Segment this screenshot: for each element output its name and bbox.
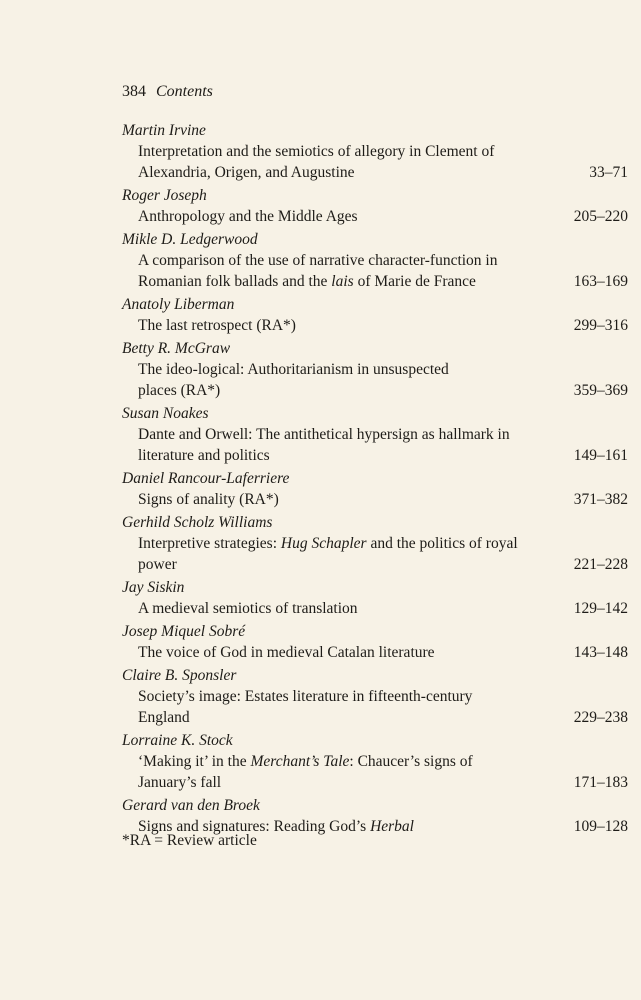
footnote: *RA = Review article xyxy=(122,832,257,849)
author-name: Anatoly Liberman xyxy=(122,296,235,313)
title-line: places (RA*) xyxy=(138,382,221,399)
contents-entry xyxy=(122,186,628,227)
contents-entry xyxy=(122,469,628,510)
title-line xyxy=(138,271,556,292)
title-line: Signs of anality (RA*) xyxy=(138,491,279,508)
title-line: The voice of God in medieval Catalan literature xyxy=(138,644,435,661)
work-title-italic: Merchant’s Tale xyxy=(250,753,350,770)
running-head xyxy=(122,82,213,102)
page-range: 229–238 xyxy=(573,709,628,726)
author-name: Betty R. McGraw xyxy=(122,340,231,357)
title-line: literature and politics xyxy=(138,447,270,464)
page-number: 384 xyxy=(122,83,146,100)
running-title: Contents xyxy=(156,83,213,100)
article-title xyxy=(122,315,628,336)
work-title-italic: lais xyxy=(331,273,354,290)
article-title xyxy=(122,424,628,466)
page-range: 171–183 xyxy=(573,774,628,791)
author-name: Claire B. Sponsler xyxy=(122,667,237,684)
article-title xyxy=(122,751,628,793)
contents-entry xyxy=(122,578,628,619)
article-title xyxy=(122,206,628,227)
title-line: England xyxy=(138,709,190,726)
title-line xyxy=(138,533,556,554)
contents-list xyxy=(122,121,628,837)
contents-entry xyxy=(122,666,628,728)
contents-entry xyxy=(122,121,628,183)
author-name: Josep Miquel Sobré xyxy=(122,623,246,640)
title-line: The ideo-logical: Authoritarianism in unsuspected xyxy=(138,361,449,378)
contents-entry xyxy=(122,622,628,663)
page-range: 129–142 xyxy=(573,600,628,617)
work-title-italic: Hug Schapler xyxy=(280,535,367,552)
title-line: power xyxy=(138,556,177,573)
author-name: Mikle D. Ledgerwood xyxy=(122,231,258,248)
article-title xyxy=(122,642,628,663)
page-range: 359–369 xyxy=(573,382,628,399)
title-line: A comparison of the use of narrative character-function in xyxy=(138,252,498,269)
work-title-italic: Herbal xyxy=(370,818,414,835)
page-range: 163–169 xyxy=(573,273,628,290)
page-range: 221–228 xyxy=(573,556,628,573)
title-line: Alexandria, Origen, and Augustine xyxy=(138,164,355,181)
page-range: 299–316 xyxy=(573,317,628,334)
title-line-text: Interpretive strategies: Hug Schapler and the politics of royal xyxy=(138,535,518,552)
title-line: Anthropology and the Middle Ages xyxy=(138,208,358,225)
author-name: Gerhild Scholz Williams xyxy=(122,514,273,531)
page-range: 143–148 xyxy=(573,644,628,661)
title-line-text: Romanian folk ballads and the lais of Marie de France xyxy=(138,273,476,290)
article-title xyxy=(122,598,628,619)
title-line: Interpretation and the semiotics of allegory in Clement of xyxy=(138,143,495,160)
title-line: Society’s image: Estates literature in fifteenth-century xyxy=(138,688,473,705)
page-range: 205–220 xyxy=(573,208,628,225)
article-title xyxy=(122,533,628,575)
author-name: Jay Siskin xyxy=(122,579,185,596)
title-line-text: Signs and signatures: Reading God’s Herbal xyxy=(138,818,414,835)
author-name: Martin Irvine xyxy=(122,122,206,139)
page-range: 33–71 xyxy=(589,164,628,181)
article-title xyxy=(122,686,628,728)
contents-entry xyxy=(122,295,628,336)
title-line xyxy=(138,751,556,772)
author-name: Susan Noakes xyxy=(122,405,209,422)
author-name: Roger Joseph xyxy=(122,187,207,204)
author-name: Daniel Rancour-Laferriere xyxy=(122,470,290,487)
title-line: January’s fall xyxy=(138,774,222,791)
title-line: The last retrospect (RA*) xyxy=(138,317,296,334)
title-line: Dante and Orwell: The antithetical hypersign as hallmark in xyxy=(138,426,510,443)
page-range: 149–161 xyxy=(573,447,628,464)
article-title xyxy=(122,359,628,401)
article-title xyxy=(122,489,628,510)
article-title xyxy=(122,141,628,183)
title-line: A medieval semiotics of translation xyxy=(138,600,358,617)
contents-entry xyxy=(122,404,628,466)
contents-entry xyxy=(122,731,628,793)
author-name: Lorraine K. Stock xyxy=(122,732,233,749)
page-range: 109–128 xyxy=(573,818,628,835)
contents-entry xyxy=(122,513,628,575)
title-line-text: ‘Making it’ in the Merchant’s Tale: Chaucer’s signs of xyxy=(138,753,473,770)
author-name: Gerard van den Broek xyxy=(122,797,260,814)
contents-entry xyxy=(122,339,628,401)
contents-entry xyxy=(122,230,628,292)
page-range: 371–382 xyxy=(573,491,628,508)
article-title xyxy=(122,250,628,292)
